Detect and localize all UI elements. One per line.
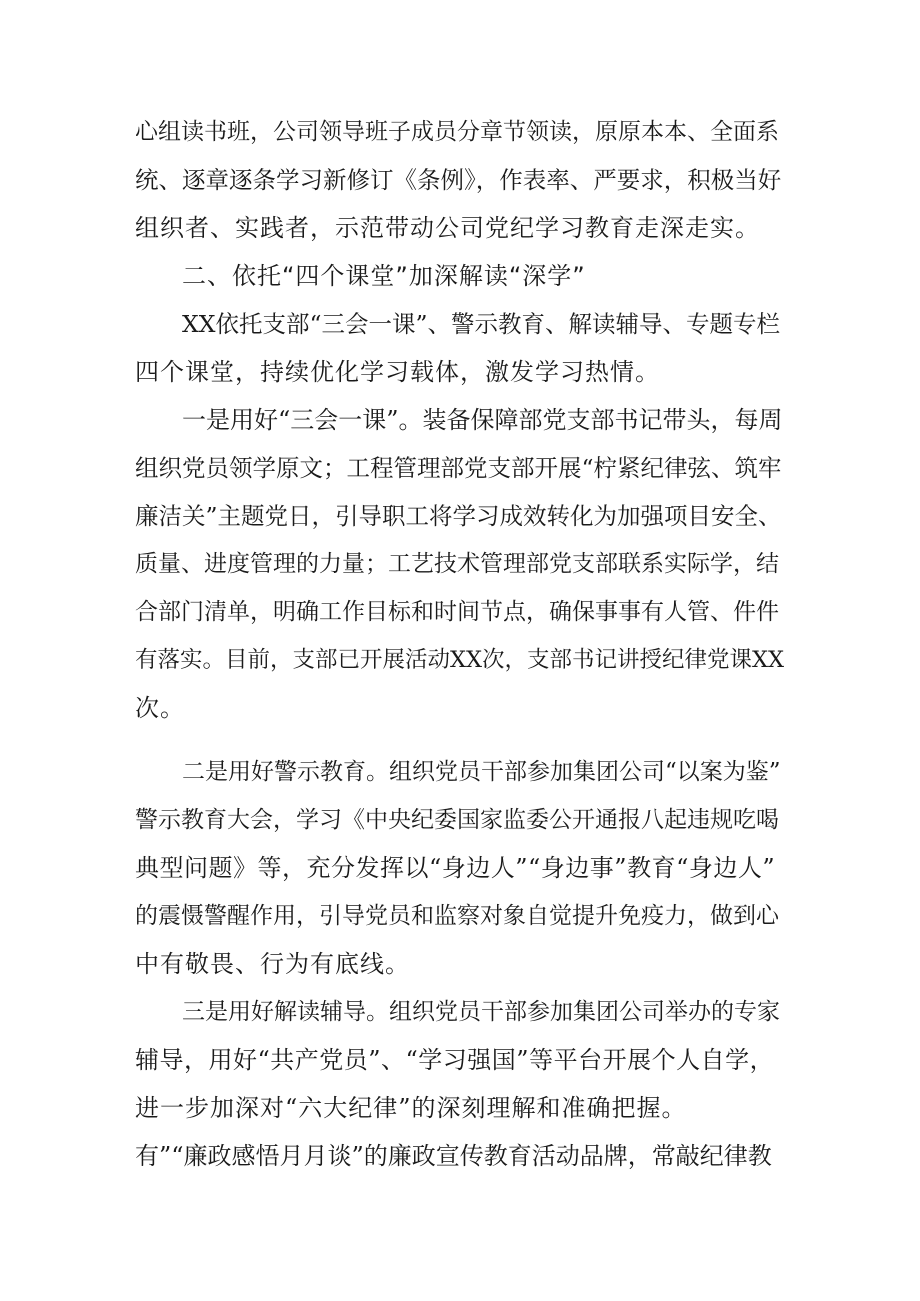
text-line: 有”“廉政感悟月月谈”的廉政宣传教育活动品牌，常敲纪律教: [135, 1142, 772, 1170]
text-line: 心组读书班，公司领导班子成员分章节领读，原原本本、全面系: [135, 119, 779, 145]
text-line: 典型问题》等，充分发挥以“身边人”“身边事”教育“身边人”: [135, 854, 776, 882]
text-line: 警示教育大会，学习《中央纪委国家监委公开通报八起违规吃喝: [135, 807, 779, 833]
text-line: 廉洁关”主题党日，引导职工将学习成效转化为加强项目安全、: [135, 502, 782, 530]
text-line: 三是用好解读辅导。组织党员干部参加集团公司举办的专家: [182, 999, 780, 1025]
text-line: XX依托支部“三会一课”、警示教育、解读辅导、专题专栏: [182, 310, 780, 338]
text-line: 有落实。目前，支部已开展活动XX次，支部书记讲授纪律党课XX: [135, 647, 785, 673]
text-line: 组织者、实践者，示范带动公司党纪学习教育走深走实。: [135, 214, 760, 242]
text-line: 质量、进度管理的力量；工艺技术管理部党支部联系实际学，结: [135, 551, 779, 577]
text-line: 二是用好警示教育。组织党员干部参加集团公司“以案为鉴”: [182, 759, 781, 785]
text-line: 进一步加深对“六大纪律”的深刻理解和准确把握。: [135, 1094, 687, 1122]
text-line: 组织党员领学原文；工程管理部党支部开展“柠紧纪律弦、筑牢: [135, 454, 782, 482]
text-line: 次。: [135, 694, 185, 722]
text-line: 四个课堂，持续优化学习载体，激发学习热情。: [135, 358, 660, 386]
text-line: 合部门清单，明确工作目标和时间节点，确保事事有人管、件件: [135, 599, 779, 625]
text-line: 中有敬畏、行为有底线。: [135, 950, 410, 978]
section-heading: 二、依托“四个课堂”加深解读“深学”: [182, 262, 586, 290]
text-line: 统、逐章逐条学习新修订《条例》，作表率、严要求，积极当好: [135, 166, 782, 194]
text-line: 辅导，用好“共产党员”、“学习强国”等平台开展个人自学，: [135, 1046, 775, 1074]
text-line: 一是用好“三会一课”。装备保障部党支部书记带头，每周: [182, 406, 783, 434]
text-line: 的震慑警醒作用，引导党员和监察对象自觉提升免疫力，做到心: [135, 903, 779, 929]
